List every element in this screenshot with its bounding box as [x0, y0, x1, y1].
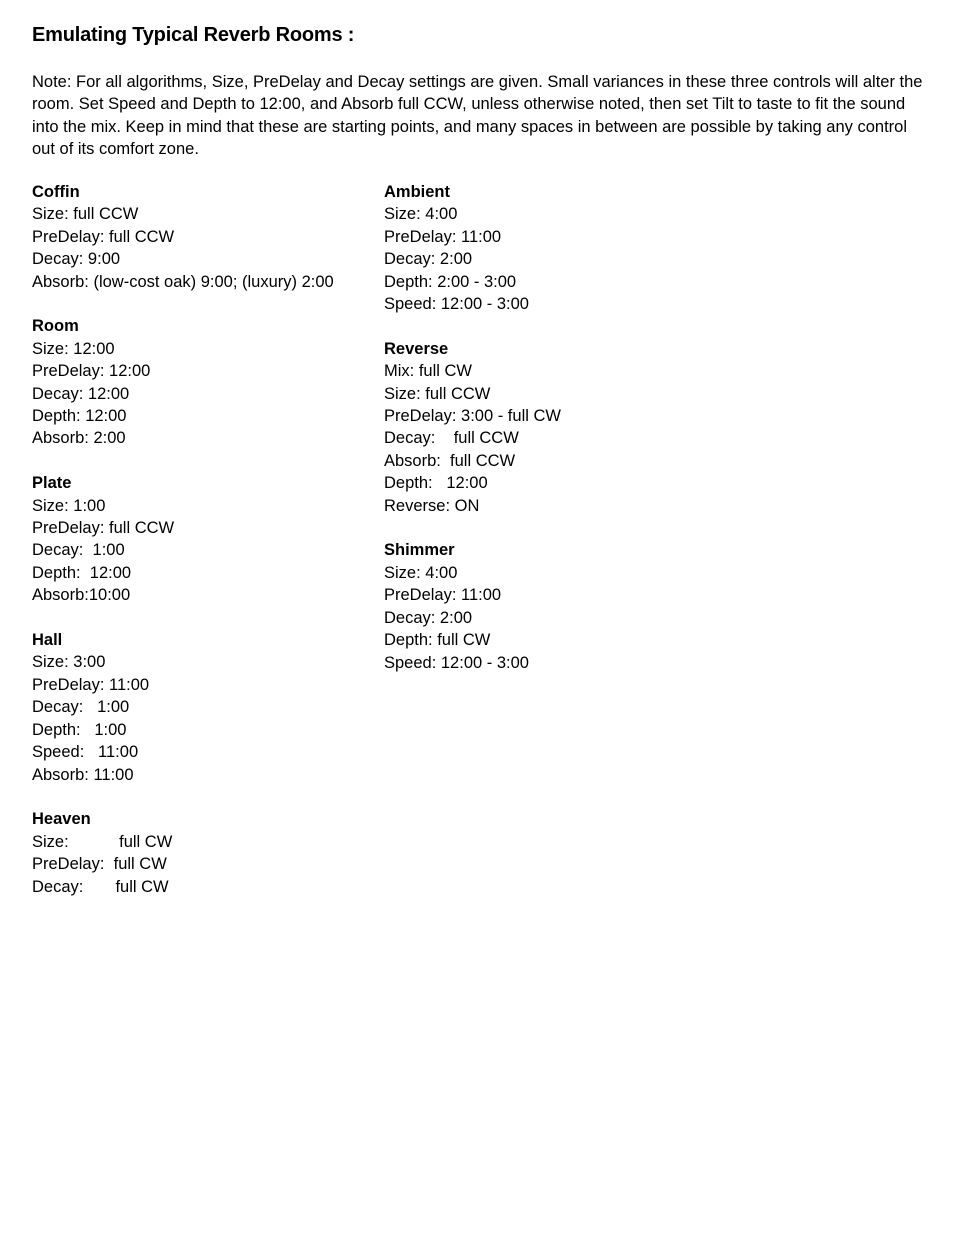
preset-setting: Decay: full CCW [384, 429, 519, 448]
preset-setting: Size: 1:00 [32, 496, 106, 515]
preset-setting: Size: 3:00 [32, 653, 106, 672]
document-title: Emulating Typical Reverb Rooms : [32, 24, 355, 46]
preset-setting: PreDelay: 11:00 [32, 675, 150, 694]
preset-section-coffin [32, 181, 372, 293]
preset-setting: Depth: 2:00 - 3:00 [384, 272, 517, 291]
preset-name: Ambient [384, 183, 450, 201]
preset-section-shimmer [384, 539, 724, 673]
preset-setting: Speed: 12:00 - 3:00 [384, 653, 529, 672]
preset-setting: Reverse: ON [384, 496, 480, 515]
preset-setting: Absorb:10:00 [32, 586, 131, 605]
preset-setting: Size: full CCW [32, 205, 139, 224]
preset-setting: PreDelay: 12:00 [32, 362, 151, 381]
right-column [384, 181, 724, 696]
preset-setting: Decay: 1:00 [32, 541, 125, 560]
preset-setting: Depth: full CW [384, 631, 491, 650]
preset-setting: Size: 4:00 [384, 205, 458, 224]
preset-setting: Depth: 1:00 [32, 720, 127, 739]
preset-setting: Size: full CW [32, 832, 173, 851]
preset-setting: PreDelay: 11:00 [384, 586, 502, 605]
preset-setting: Size: 12:00 [32, 339, 115, 358]
preset-setting: Absorb: (low-cost oak) 9:00; (luxury) 2:00 [32, 272, 334, 291]
preset-setting: Decay: 12:00 [32, 384, 130, 403]
preset-section-hall [32, 629, 372, 786]
preset-setting: Depth: 12:00 [32, 407, 127, 426]
left-column [32, 181, 372, 920]
preset-setting: Depth: 12:00 [384, 474, 488, 493]
preset-setting: Speed: 11:00 [32, 743, 139, 762]
preset-setting: Size: 4:00 [384, 563, 458, 582]
preset-setting: PreDelay: 3:00 - full CW [384, 407, 561, 426]
preset-setting: Absorb: 11:00 [32, 765, 134, 784]
preset-name: Plate [32, 474, 72, 493]
preset-setting: Decay: 2:00 [384, 608, 473, 627]
preset-section-plate [32, 472, 372, 606]
preset-section-reverse [384, 338, 724, 517]
preset-setting: Mix: full CW [384, 362, 472, 381]
preset-setting: PreDelay: full CCW [32, 519, 175, 538]
preset-name: Heaven [32, 810, 91, 829]
document-page [32, 20, 932, 896]
preset-setting: Size: full CCW [384, 384, 491, 403]
preset-name: Hall [32, 631, 63, 650]
preset-setting: PreDelay: full CW [32, 855, 167, 874]
preset-setting: Decay: full CW [32, 877, 169, 896]
preset-section-heaven [32, 808, 372, 898]
preset-name: Shimmer [384, 541, 455, 560]
preset-name: Room [32, 317, 79, 336]
preset-setting: Decay: 2:00 [384, 250, 473, 269]
preset-setting: PreDelay: 11:00 [384, 227, 502, 246]
preset-setting: PreDelay: full CCW [32, 227, 175, 246]
preset-setting: Decay: 9:00 [32, 250, 121, 269]
preset-setting: Depth: 12:00 [32, 563, 132, 582]
preset-setting: Decay: 1:00 [32, 698, 130, 717]
preset-name: Reverse [384, 339, 449, 358]
preset-section-room [32, 315, 372, 449]
preset-name: Coffin [32, 183, 80, 201]
preset-setting: Absorb: full CCW [384, 451, 516, 470]
preset-setting: Speed: 12:00 - 3:00 [384, 295, 529, 314]
preset-setting: Absorb: 2:00 [32, 429, 126, 448]
preset-section-ambient [384, 181, 724, 315]
intro-note: Note: For all algorithms, Size, PreDelay and Decay settings are given. Small variances in these three controls will alter the room. Set Speed and Depth to 12:00, and Absorb full CCW, unless otherwise noted, then set Tilt to taste to fit the sound into the mix. Keep in mind that these are starting points, and many spaces in between are possible by taking any control out of its comfort zone. [32, 73, 923, 159]
